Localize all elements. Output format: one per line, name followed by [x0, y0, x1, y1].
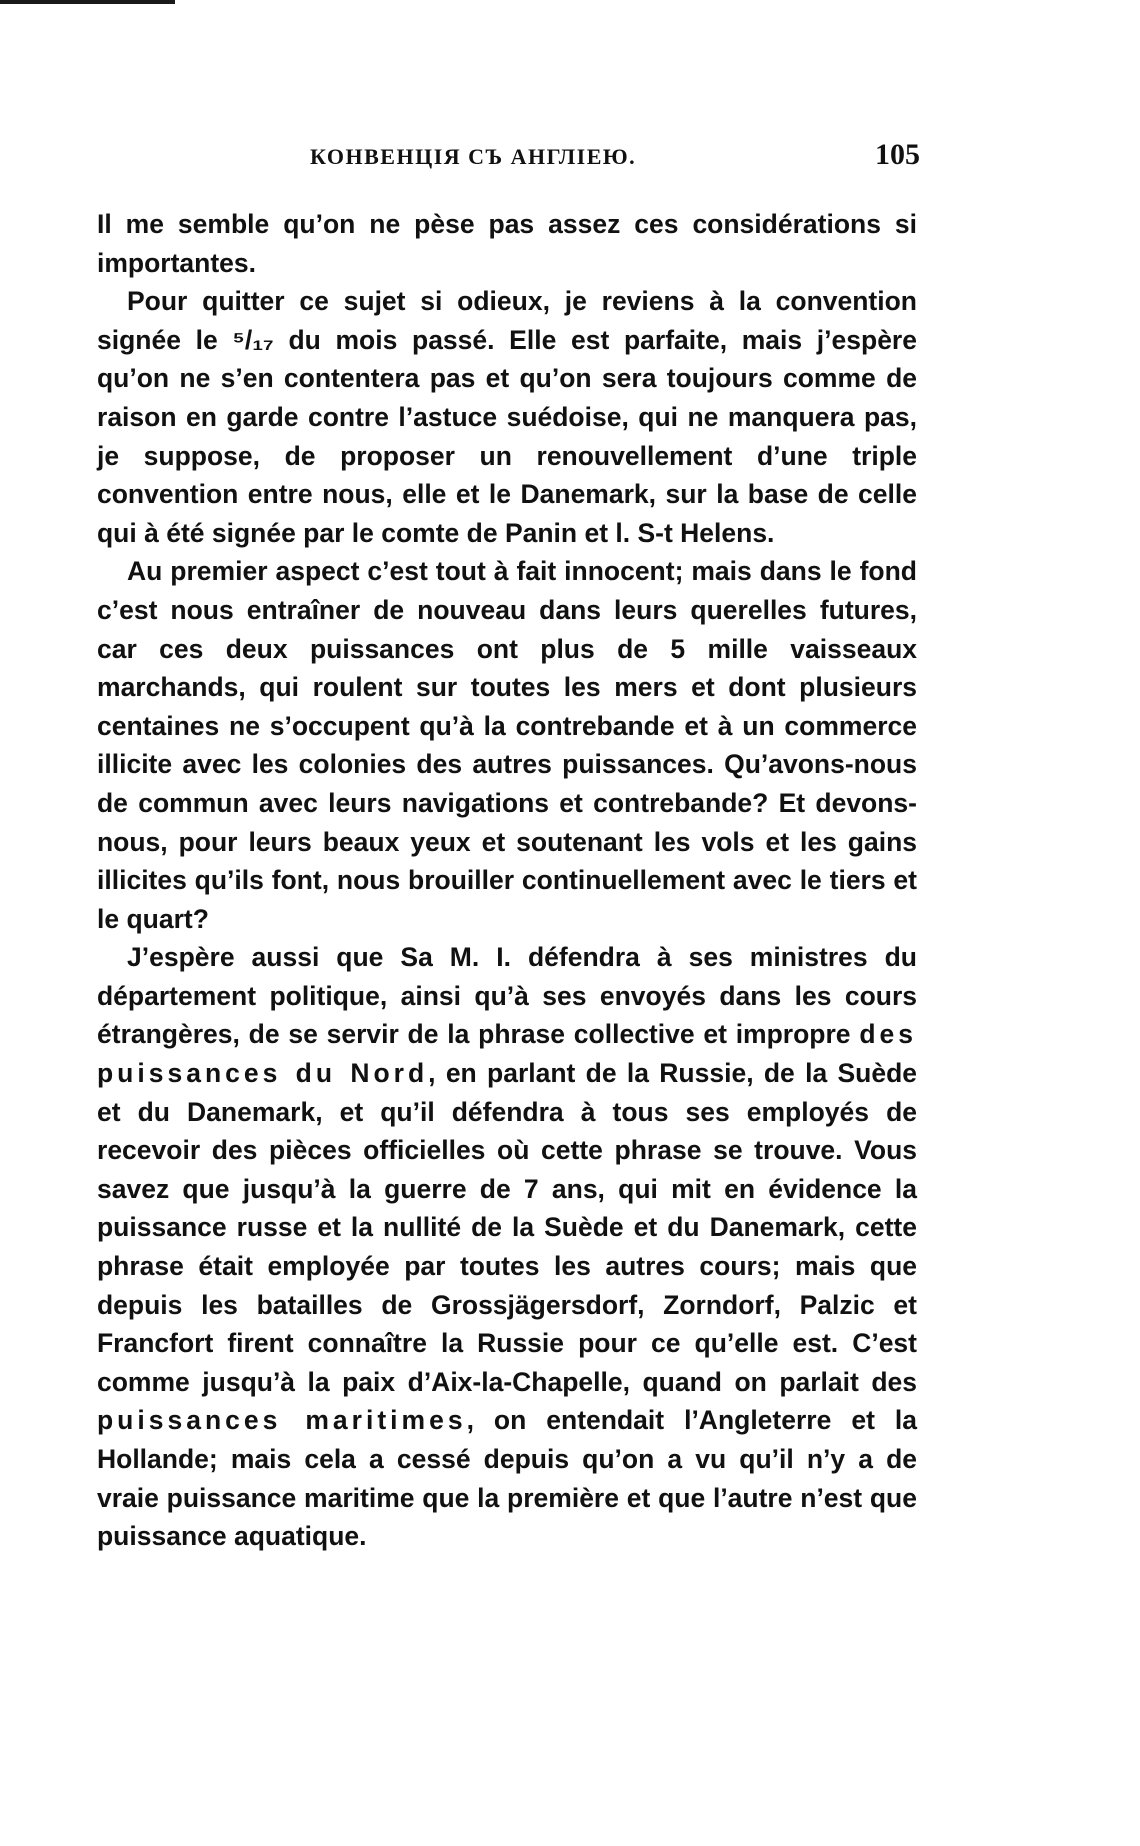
paragraph-4-part-1: J’espère aussi que Sa M. I. défendra à ses ministres du département politique, ainsi qu’à ses envoyés dans les cours étrangères, de se servir de la phrase collective et impropre — [97, 942, 917, 1050]
spaced-phrase-puissances-maritimes: puissances maritimes — [97, 1405, 467, 1436]
paragraph-2: Pour quitter ce sujet si odieux, je reviens à la convention signée le ⁵/₁₇ du mois passé. Elle est parfaite, mais j’espère qu’on ne s’en contentera pas et qu’on sera toujours comme de raison en garde contre l’astuce suédoise, qui ne manquera pas, je suppose, de proposer un renouvellement d’une triple convention entre nous, elle et le Danemark, sur la base de celle qui à été signée par le comte de Panin et l. S-t Helens. — [97, 286, 917, 548]
paragraph-1: Il me semble qu’on ne pèse pas assez ces considérations si importantes. — [97, 209, 917, 278]
running-title: КОНВЕНЦІЯ СЪ АНГЛІЕЮ. — [310, 144, 637, 169]
scan-edge-mark — [0, 0, 175, 4]
body-text — [97, 205, 917, 1556]
paragraph-4 — [97, 938, 917, 1556]
page-number: 105 — [875, 138, 920, 171]
spaced-phrase-puissances-du-nord: des puissances du Nord — [97, 1019, 917, 1089]
paragraph-4-part-3: , on entendait l’Angleterre et la Hollande; mais cela a cessé depuis qu’on a vu qu’il n’y a de vraie puissance maritime que la première et que l’autre n’est que puissance aquatique. — [97, 1405, 918, 1552]
running-head — [100, 138, 920, 178]
paragraph-4-part-2: , en parlant de la Russie, de la Suède et du Danemark, et qu’il défendra à tous ses employés de recevoir des pièces officielles où cette phrase se trouve. Vous savez que jusqu’à la guerre de 7 ans, qui mit en évidence la puissance russe et la nullité de la Suède et du Danemark, cette phrase était employée par toutes les autres cours; mais que depuis les batailles de Grossjägersdorf, Zorndorf, Palzic et Francfort firent connaître la Russie pour ce qu’elle est. C’est comme jusqu’à la paix d’Aix-la-Chapelle, quand on parlait des — [97, 1058, 917, 1397]
paragraph-3: Au premier aspect c’est tout à fait innocent; mais dans le fond c’est nous entraîner de nouveau dans leurs querelles futures, car ces deux puissances ont plus de 5 mille vaisseaux marchands, qui roulent sur toutes les mers et dont plusieurs centaines ne s’occupent qu’à la contrebande et à un commerce illicite avec les colonies des autres puissances. Qu’avons-nous de commun avec leurs navigations et contrebande? Et devons-nous, pour leurs beaux yeux et soutenant les vols et les gains illicites qu’ils font, nous brouiller continuellement avec le tiers et le quart? — [97, 556, 917, 934]
